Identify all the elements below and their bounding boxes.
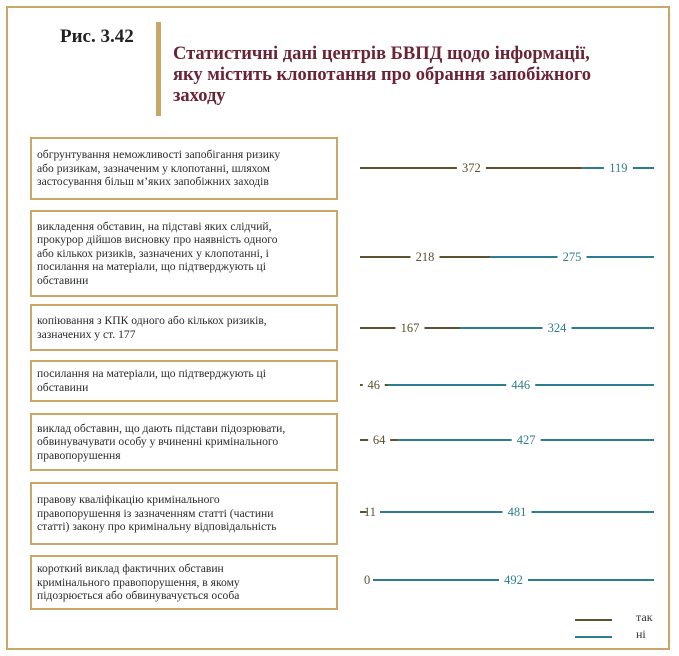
bar-tak-label: 167 xyxy=(400,321,420,335)
category-label-line: виклад обставин, що дають підстави підозрювати, xyxy=(37,421,286,435)
figure-label: Рис. 3.42 xyxy=(60,26,134,47)
bar-ni-label: 481 xyxy=(507,505,527,519)
bar-tak-label: 0 xyxy=(364,573,371,587)
category-label-line: правову кваліфікацію кримінального xyxy=(37,493,220,507)
title-line-1: Статистичні дані центрів БВПД щодо інформації, xyxy=(173,44,590,64)
bar-tak-label: 218 xyxy=(415,250,435,264)
bar-ni-label: 492 xyxy=(504,573,523,587)
category-label-line: обвинувачувати особу у вчиненні кримінального xyxy=(37,435,279,449)
category-label-line: посилання на матеріали, що підтверджують ці xyxy=(37,260,266,274)
category-label-line: або ризикам, зазначеним у клопотанні, шляхом xyxy=(37,161,270,175)
category-label-line: обставини xyxy=(37,381,89,394)
bar-ni-label: 446 xyxy=(511,378,531,392)
category-label-line: статті) закону про кримінальну відповідальність xyxy=(37,520,277,534)
category-label-line: обставини xyxy=(37,273,89,287)
legend-label-tak: так xyxy=(636,610,653,624)
category-label-line: правопорушення із зазначенням статті (частини xyxy=(37,506,274,520)
category-label-line: копіювання з КПК одного або кількох ризиків, xyxy=(37,313,267,327)
category-label-line: застосування більш м’яких запобіжних заходів xyxy=(37,175,269,189)
bar-ni-label: 275 xyxy=(562,250,582,264)
category-label-line: правопорушення xyxy=(37,448,121,462)
category-label-line: підозрюється або обвинувачується особа xyxy=(37,589,240,603)
bar-ni-label: 119 xyxy=(609,161,628,175)
category-label-line: зазначених у ст. 177 xyxy=(37,327,136,341)
title-line-2: яку містить клопотання про обрання запобіжного xyxy=(173,65,592,85)
category-label-line: посилання на матеріали, що підтверджують ці xyxy=(37,367,266,381)
bar-tak-label: 11 xyxy=(364,505,377,519)
category-label-line: або кількох ризиків, зазначених у клопотанні, і xyxy=(37,246,269,260)
category-label-line: прокурор дійшов висновку про наявність одного xyxy=(37,233,278,247)
bar-ni-label: 427 xyxy=(516,433,536,447)
bar-ni-label: 324 xyxy=(547,321,567,335)
category-label-line: кримінального правопорушення, в якому xyxy=(37,575,240,589)
legend-label-ni: ні xyxy=(636,627,646,641)
bar-tak-label: 372 xyxy=(461,161,481,175)
category-label-line: короткий виклад фактичних обставин xyxy=(37,562,224,576)
bar-tak-label: 64 xyxy=(372,433,386,447)
title-line-3: заходу xyxy=(173,86,226,106)
category-label-line: обгрунтування неможливості запобігання ризику xyxy=(37,148,281,162)
bar-tak-label: 46 xyxy=(367,378,380,392)
category-label-line: викладення обставин, на підставі яких слідчий, xyxy=(37,219,272,233)
